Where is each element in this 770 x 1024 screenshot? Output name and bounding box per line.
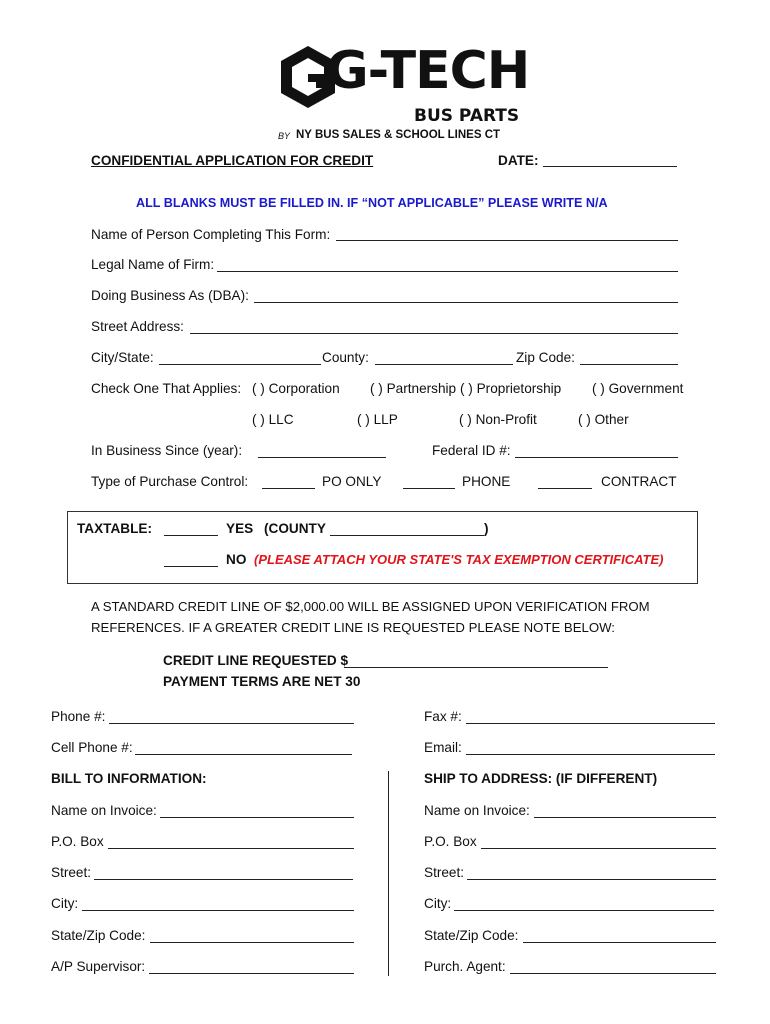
credit-requested-label: CREDIT LINE REQUESTED $	[163, 653, 349, 668]
logo	[278, 41, 530, 142]
ship-street-label: Street:	[424, 865, 465, 880]
ship-name-label: Name on Invoice:	[424, 803, 530, 818]
po-only-label: PO ONLY	[322, 474, 382, 489]
bill-street-label: Street:	[51, 865, 92, 880]
tax-yes-line[interactable]	[164, 535, 218, 536]
bill-state-zip-line[interactable]	[150, 942, 354, 943]
email-line[interactable]	[466, 754, 715, 755]
phone-option-label: PHONE	[462, 474, 511, 489]
bill-ap-label: A/P Supervisor:	[51, 959, 146, 974]
county-label: County:	[322, 350, 369, 365]
ship-street-line[interactable]	[467, 879, 716, 880]
option-partnership[interactable]: ( ) Partnership	[370, 381, 457, 396]
option-proprietorship[interactable]: ( ) Proprietorship	[460, 381, 562, 396]
option-other[interactable]: ( ) Other	[578, 412, 629, 427]
credit-text-line1: A STANDARD CREDIT LINE OF $2,000.00 WILL BE ASSIGNED UPON VERIFICATION FROM	[91, 599, 650, 614]
dba-label: Doing Business As (DBA):	[91, 288, 249, 303]
phone-line[interactable]	[109, 723, 354, 724]
ship-state-zip-label: State/Zip Code:	[424, 928, 519, 943]
phone-label: Phone #:	[51, 709, 106, 724]
tax-county-line[interactable]	[330, 535, 484, 536]
bill-city-label: City:	[51, 896, 79, 911]
ship-to-heading: SHIP TO ADDRESS: (IF DIFFERENT)	[424, 771, 658, 786]
city-state-line[interactable]	[159, 364, 321, 365]
notice-text: ALL BLANKS MUST BE FILLED IN. IF “NOT APPLICABLE” PLEASE WRITE N/A	[136, 196, 608, 210]
tax-warning: (PLEASE ATTACH YOUR STATE'S TAX EXEMPTION CERTIFICATE)	[254, 552, 664, 567]
legal-name-line[interactable]	[217, 271, 678, 272]
zip-label: Zip Code:	[516, 350, 575, 365]
ship-state-zip-line[interactable]	[523, 942, 716, 943]
in-business-label: In Business Since (year):	[91, 443, 243, 458]
bill-to-heading: BILL TO INFORMATION:	[51, 771, 207, 786]
street-label: Street Address:	[91, 319, 184, 334]
cell-label: Cell Phone #:	[51, 740, 133, 755]
tax-county-close: )	[484, 521, 489, 536]
option-government[interactable]: ( ) Government	[592, 381, 684, 396]
option-corporation[interactable]: ( ) Corporation	[252, 381, 340, 396]
tax-yes-label: YES	[226, 521, 254, 536]
contract-label: CONTRACT	[601, 474, 677, 489]
tax-no-line[interactable]	[164, 566, 218, 567]
logo-by: BY	[278, 131, 291, 141]
form-title: CONFIDENTIAL APPLICATION FOR CREDIT	[91, 153, 374, 168]
email-label: Email:	[424, 740, 462, 755]
tax-box	[67, 511, 698, 584]
phone-option-line[interactable]	[403, 488, 455, 489]
bill-po-label: P.O. Box	[51, 834, 104, 849]
credit-text-line2: REFERENCES. IF A GREATER CREDIT LINE IS REQUESTED PLEASE NOTE BELOW:	[91, 620, 615, 635]
po-only-line[interactable]	[262, 488, 315, 489]
ship-agent-label: Purch. Agent:	[424, 959, 506, 974]
federal-id-label: Federal ID #:	[432, 443, 511, 458]
in-business-line[interactable]	[258, 457, 386, 458]
ship-name-line[interactable]	[534, 817, 716, 818]
logo-sub: BUS PARTS	[414, 106, 520, 126]
logo-brand: G-TECH	[326, 41, 530, 101]
legal-name-label: Legal Name of Firm:	[91, 257, 215, 272]
option-llc[interactable]: ( ) LLC	[252, 412, 294, 427]
bill-po-line[interactable]	[108, 848, 354, 849]
bill-name-line[interactable]	[160, 817, 354, 818]
ship-po-line[interactable]	[481, 848, 716, 849]
person-label: Name of Person Completing This Form:	[91, 227, 331, 242]
person-line[interactable]	[336, 240, 678, 241]
credit-requested-line[interactable]	[344, 667, 608, 668]
street-line[interactable]	[190, 333, 678, 334]
county-line[interactable]	[375, 364, 513, 365]
logo-tagline: NY BUS SALES & SCHOOL LINES CT	[296, 129, 501, 141]
bill-street-line[interactable]	[94, 879, 353, 880]
bill-city-line[interactable]	[82, 910, 354, 911]
city-state-label: City/State:	[91, 350, 154, 365]
contract-line[interactable]	[538, 488, 592, 489]
option-llp[interactable]: ( ) LLP	[357, 412, 398, 427]
bill-ap-line[interactable]	[149, 973, 354, 974]
column-divider	[388, 771, 389, 976]
tax-county-open: (COUNTY	[264, 521, 326, 536]
ship-po-label: P.O. Box	[424, 834, 477, 849]
ship-city-label: City:	[424, 896, 452, 911]
bill-name-label: Name on Invoice:	[51, 803, 157, 818]
tax-label: TAXTABLE:	[77, 521, 153, 536]
payment-terms: PAYMENT TERMS ARE NET 30	[163, 674, 361, 689]
cell-line[interactable]	[135, 754, 352, 755]
zip-line[interactable]	[580, 364, 678, 365]
tax-no-label: NO	[226, 552, 247, 567]
ship-agent-line[interactable]	[510, 973, 716, 974]
federal-id-line[interactable]	[515, 457, 678, 458]
dba-line[interactable]	[254, 302, 678, 303]
purchase-control-label: Type of Purchase Control:	[91, 474, 249, 489]
check-one-label: Check One That Applies:	[91, 381, 242, 396]
fax-line[interactable]	[466, 723, 715, 724]
option-non-profit[interactable]: ( ) Non-Profit	[459, 412, 537, 427]
bill-state-zip-label: State/Zip Code:	[51, 928, 146, 943]
fax-label: Fax #:	[424, 709, 462, 724]
ship-city-line[interactable]	[454, 910, 714, 911]
date-line[interactable]	[543, 166, 677, 167]
date-label: DATE:	[498, 153, 539, 168]
